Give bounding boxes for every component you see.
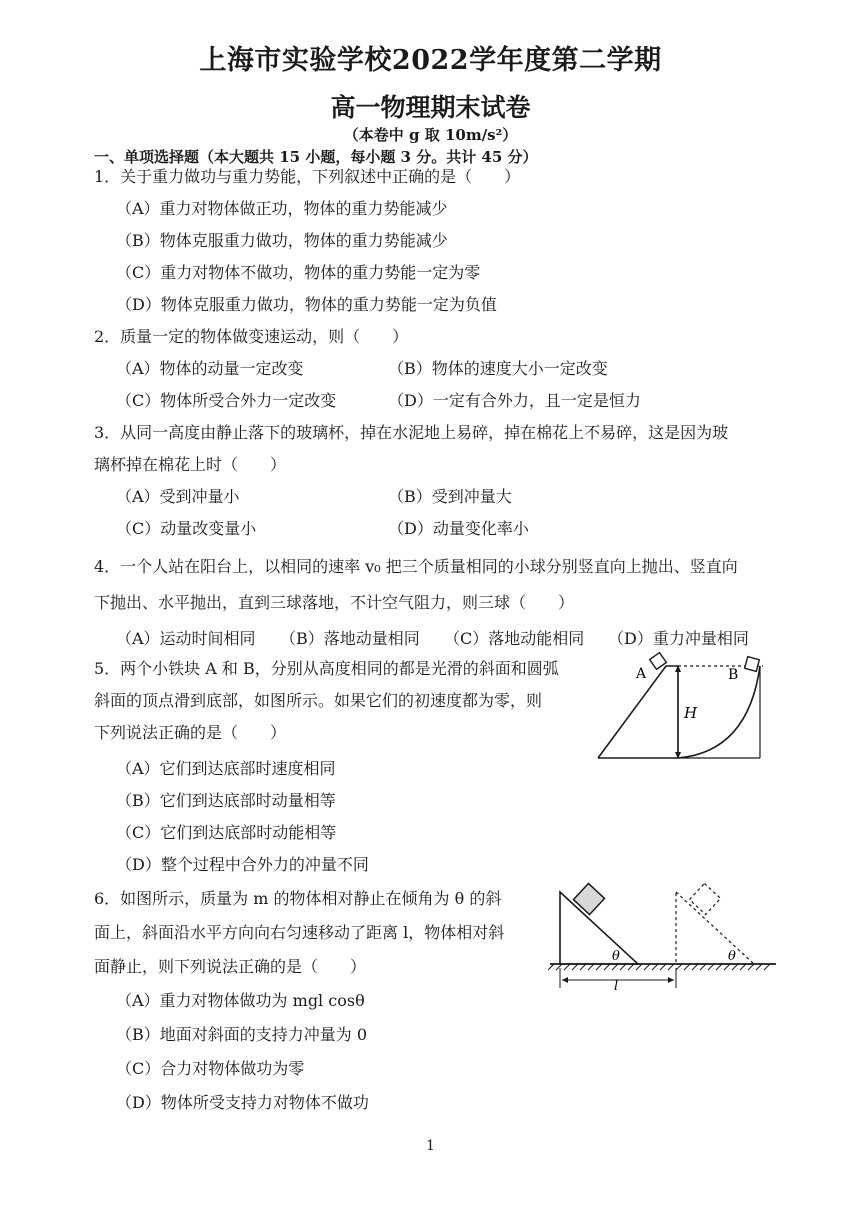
q6-wedge-moved [676, 892, 754, 964]
q5-option-b: （B）它们到达底部时动量相等 [116, 791, 336, 810]
q3-option-a: （A）受到冲量小 [116, 487, 240, 506]
q6-arrow-right-icon [668, 977, 674, 983]
q6-option-b: （B）地面对斜面的支持力冲量为 0 [116, 1025, 368, 1044]
exam-subtitle: 高一物理期末试卷 [330, 93, 531, 122]
q6-stem-line2: 面上，斜面沿水平方向向右匀速移动了距离 l，物体相对斜 [94, 923, 505, 942]
q4-stem-line1: 4．一个人站在阳台上，以相同的速率 v₀ 把三个质量相同的小球分别竖直向上抛出、竖直向 [94, 557, 738, 576]
q2-option-a: （A）物体的动量一定改变 [116, 359, 304, 378]
q3-option-c: （C）动量改变量小 [116, 519, 257, 538]
q3-option-d: （D）动量变化率小 [388, 519, 529, 538]
q5-stem-line1: 5．两个小铁块 A 和 B，分别从高度相同的都是光滑的斜面和圆弧 [94, 659, 559, 678]
q6-block-moved [689, 883, 720, 914]
q6-stem-line1: 6．如图所示，质量为 m 的物体相对静止在倾角为 θ 的斜 [94, 889, 502, 908]
q4-option-c: （C）落地动能相同 [444, 629, 585, 648]
q5-option-a: （A）它们到达底部时速度相同 [116, 759, 336, 778]
q6-theta-label-left: θ [612, 949, 620, 964]
q1-option-d: （D）物体克服重力做功，物体的重力势能一定为负值 [116, 295, 497, 314]
q5-diagram [588, 652, 778, 764]
q2-option-c: （C）物体所受合外力一定改变 [116, 391, 337, 410]
exam-title: 上海市实验学校2022学年度第二学期 [199, 45, 662, 76]
page-number: 1 [426, 1138, 435, 1154]
q1-option-c: （C）重力对物体不做功，物体的重力势能一定为零 [116, 263, 481, 282]
q4-option-a: （A）运动时间相同 [116, 629, 256, 648]
q1-option-b: （B）物体克服重力做功，物体的重力势能减少 [116, 231, 448, 250]
q4-option-b: （B）落地动量相同 [280, 629, 420, 648]
q4-stem-line2: 下抛出、水平抛出，直到三球落地，不计空气阻力，则三球（ ） [94, 593, 575, 612]
q2-stem: 2．质量一定的物体做变速运动，则（ ） [94, 327, 409, 346]
q6-option-a: （A）重力对物体做功为 mgl cosθ [116, 991, 365, 1010]
q5-label-a: A [636, 666, 647, 682]
q6-diagram [548, 878, 780, 990]
section-heading: 一、单项选择题（本大题共 15 小题，每小题 3 分。共计 45 分） [94, 148, 538, 166]
q3-option-b: （B）受到冲量大 [388, 487, 512, 506]
q5-block-b [745, 657, 760, 672]
q3-stem-line2: 璃杯掉在棉花上时（ ） [94, 455, 287, 474]
q2-option-d: （D）一定有合外力，且一定是恒力 [388, 391, 641, 410]
q6-theta-label-right: θ [728, 949, 736, 964]
q5-stem-line2: 斜面的顶点滑到底部，如图所示。如果它们的初速度都为零，则 [94, 691, 543, 710]
q1-stem: 1．关于重力做功与重力势能，下列叙述中正确的是（ ） [94, 167, 521, 186]
q6-ground-hatch [548, 964, 770, 970]
exam-note: （本卷中 g 取 10m/s²） [343, 126, 518, 144]
q5-option-c: （C）它们到达底部时动能相等 [116, 823, 337, 842]
q6-stem-line3: 面静止，则下列说法正确的是（ ） [94, 957, 367, 976]
q6-arrow-left-icon [562, 977, 568, 983]
q5-label-h: H [684, 704, 698, 722]
q3-stem-line1: 3．从同一高度由静止落下的玻璃杯，掉在水泥地上易碎，掉在棉花上不易碎，这是因为玻 [94, 423, 729, 442]
q2-option-b: （B）物体的速度大小一定改变 [388, 359, 608, 378]
q5-label-b: B [728, 667, 739, 683]
q1-option-a: （A）重力对物体做正功，物体的重力势能减少 [116, 199, 448, 218]
q6-option-d: （D）物体所受支持力对物体不做功 [116, 1093, 369, 1112]
q6-block [573, 883, 604, 914]
q5-stem-line3: 下列说法正确的是（ ） [94, 723, 287, 742]
q5-option-d: （D）整个过程中合外力的冲量不同 [116, 855, 369, 874]
q6-label-l: l [614, 979, 619, 990]
q6-option-c: （C）合力对物体做功为零 [116, 1059, 305, 1078]
q4-option-d: （D）重力冲量相同 [608, 629, 749, 648]
q5-block-a [650, 653, 667, 670]
